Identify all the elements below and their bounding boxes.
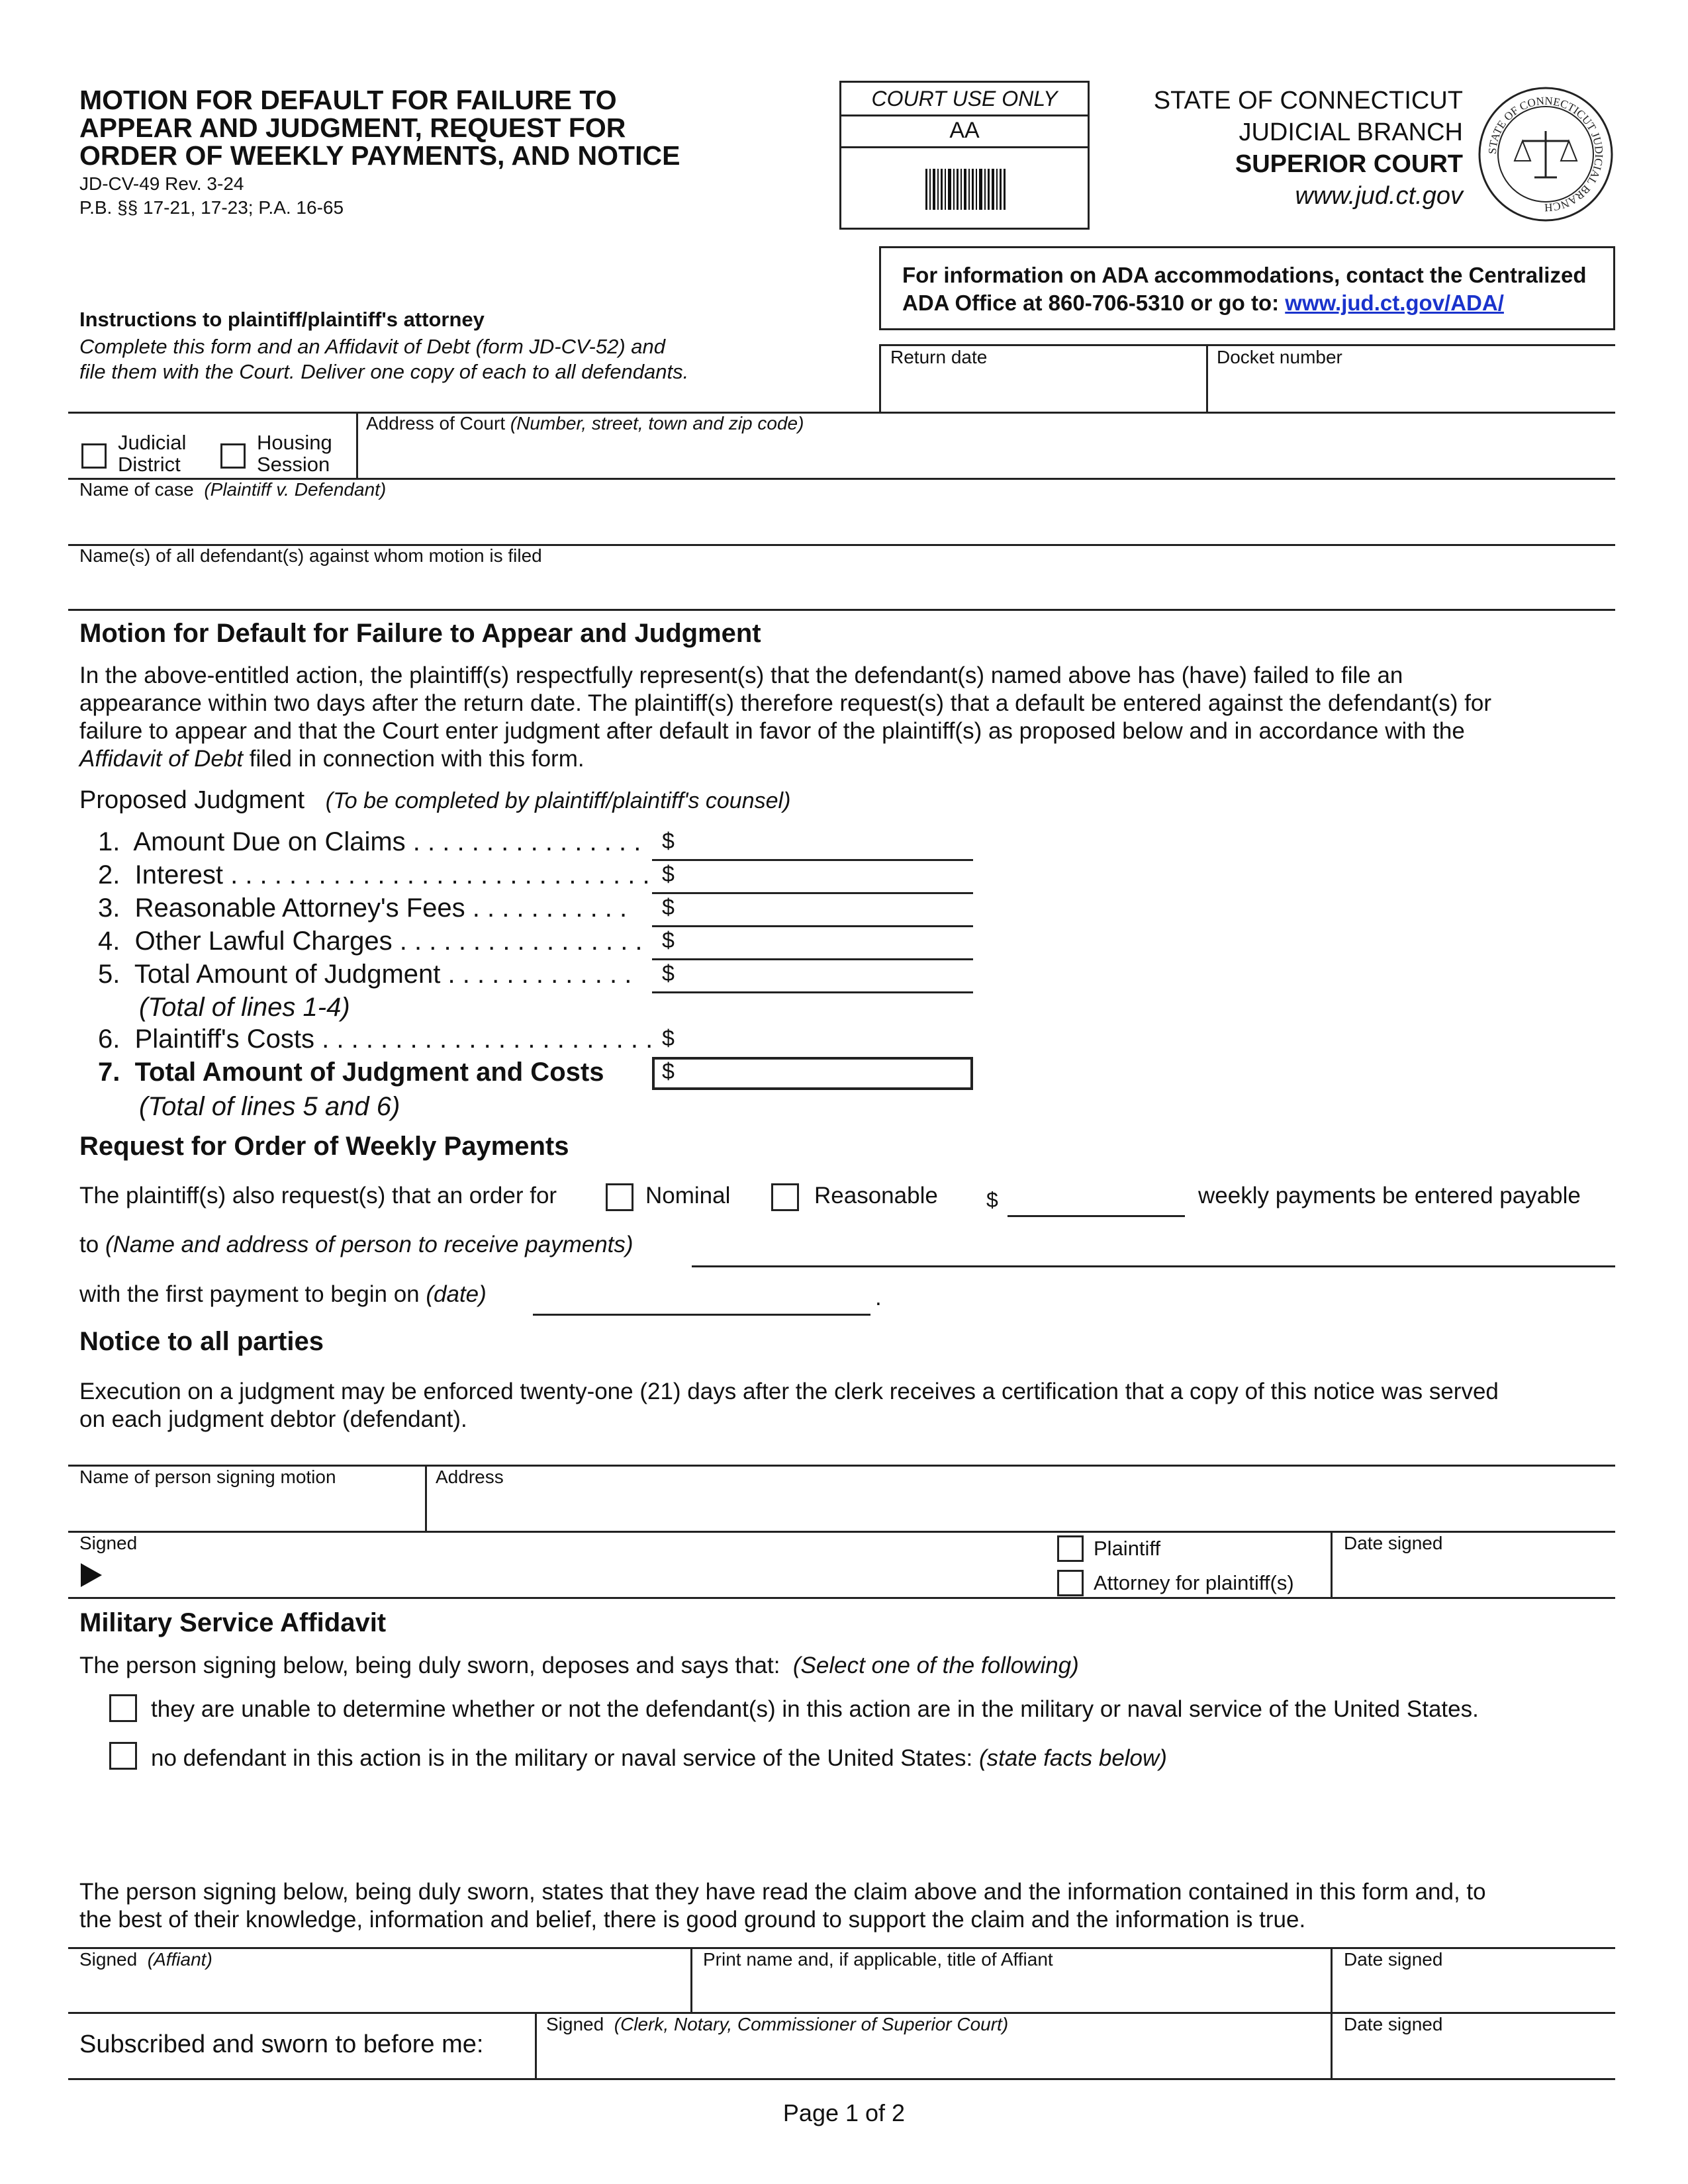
item-3-label: Reasonable Attorney's Fees . . . . . . . . . . . (134, 893, 628, 923)
nominal-label: Nominal (645, 1183, 731, 1208)
weekly-line3 (79, 1281, 487, 1308)
name-of-case-field[interactable] (76, 503, 1605, 541)
proposed-judgment-hint: (To be completed by plaintiff/plaintiff's counsel) (325, 788, 791, 813)
item-5-field[interactable] (652, 991, 973, 993)
clerk-date-field[interactable] (1337, 2038, 1609, 2075)
item-2-field[interactable] (652, 892, 973, 894)
seal-icon (1476, 85, 1615, 224)
affiant-print-name-field[interactable] (698, 1972, 1324, 2009)
judgment-item-7 (98, 1058, 604, 1087)
attorney-checkbox[interactable] (1057, 1570, 1084, 1596)
sign-arrow-icon (81, 1563, 103, 1587)
affiant-signed-hint: (Affiant) (147, 1949, 212, 1970)
oath-line2: the best of their knowledge, information and belief, there is good ground to support the claim and the information is true. (79, 1907, 1306, 1933)
item-7-num: 7. (98, 1058, 120, 1087)
affiant-print-name-label: Print name and, if applicable, title of Affiant (703, 1949, 1053, 1970)
signature-field[interactable] (113, 1555, 1039, 1594)
state-seal (1476, 85, 1615, 224)
payee-field[interactable] (692, 1265, 1615, 1267)
housing-session-label-2: Session (257, 453, 330, 476)
ada-line2: ADA Office at 860-706-5310 or go to: (902, 291, 1286, 315)
clerk-date-signed-label: Date signed (1344, 2014, 1443, 2034)
item-5-num: 5. (98, 960, 120, 989)
instructions-heading: Instructions to plaintiff/plaintiff's attorney (79, 308, 485, 331)
name-of-case-text: Name of case (79, 479, 194, 500)
military-option2-hint: (state facts below) (978, 1745, 1167, 1771)
military-option1: they are unable to determine whether or not the defendant(s) in this action are in the military or naval service of the United States. (151, 1696, 1479, 1722)
proposed-judgment-heading (79, 786, 790, 815)
weekly-line1-suffix: weekly payments be entered payable (1198, 1183, 1581, 1208)
item-4-label: Other Lawful Charges . . . . . . . . . . . . . . . . . (134, 927, 643, 956)
item-6-num: 6. (98, 1024, 120, 1054)
item-7-dollar: $ (662, 1059, 675, 1084)
court-name: SUPERIOR COURT (1235, 150, 1463, 178)
motion-heading: Motion for Default for Failure to Appear and Judgment (79, 619, 761, 648)
military-facts-field[interactable] (151, 1780, 1607, 1866)
military-heading: Military Service Affidavit (79, 1608, 387, 1637)
weekly-line2 (79, 1231, 633, 1259)
item-6-label: Plaintiff's Costs . . . . . . . . . . . . . . . . . . . . . . . (134, 1024, 653, 1054)
form-title (79, 86, 680, 169)
affiant-signed-text: Signed (79, 1949, 138, 1970)
oath-paragraph (79, 1878, 1622, 1934)
item-1-num: 1. (98, 827, 120, 856)
branch-name: JUDICIAL BRANCH (1239, 118, 1463, 146)
barcode-icon (925, 169, 1008, 210)
address-of-court-hint: (Number, street, town and zip code) (510, 413, 804, 433)
clerk-signature-field[interactable] (543, 2038, 1324, 2075)
weekly-line2-prefix: to (79, 1232, 99, 1257)
nominal-checkbox[interactable] (606, 1183, 633, 1211)
motion-paragraph (79, 662, 1622, 773)
ada-line1: For information on ADA accommodations, contact the Centralized (902, 263, 1587, 287)
court-use-box (839, 81, 1090, 230)
item-3-field[interactable] (652, 925, 973, 927)
court-use-value: AA (841, 114, 1088, 148)
item-5-note: (Total of lines 1-4) (139, 993, 350, 1022)
judgment-item-2 (98, 860, 650, 890)
state-name: STATE OF CONNECTICUT (1153, 87, 1463, 114)
form-title-line3: ORDER OF WEEKLY PAYMENTS, AND NOTICE (79, 140, 680, 171)
form-title-line2: APPEAR AND JUDGMENT, REQUEST FOR (79, 113, 626, 143)
date-signed-label: Date signed (1344, 1533, 1443, 1553)
judicial-district-label-2: District (118, 453, 181, 476)
military-intro-hint: (Select one of the following) (792, 1653, 1079, 1678)
item-4-num: 4. (98, 927, 120, 956)
weekly-heading: Request for Order of Weekly Payments (79, 1132, 569, 1161)
form-number: JD-CV-49 Rev. 3-24 (79, 173, 244, 194)
judicial-district-label-1: Judicial (118, 431, 187, 454)
clerk-signed-text: Signed (546, 2014, 604, 2034)
page-number: Page 1 of 2 (782, 2099, 906, 2126)
judgment-item-6 (98, 1024, 653, 1054)
item-6-dollar: $ (662, 1026, 675, 1051)
signing-address-field[interactable] (432, 1490, 1607, 1527)
military-option2-line (151, 1745, 1167, 1772)
item-3-dollar: $ (662, 895, 675, 920)
weekly-line3-hint: (date) (426, 1281, 487, 1307)
clerk-signed-label (546, 2014, 1008, 2035)
attorney-label: Attorney for plaintiff(s) (1094, 1571, 1294, 1594)
housing-session-label-1: Housing (257, 431, 332, 454)
name-signing-field[interactable] (76, 1490, 420, 1527)
military-option2: no defendant in this action is in the military or naval service of the United States: (151, 1745, 973, 1771)
judgment-item-3 (98, 893, 627, 923)
weekly-line1-prefix: The plaintiff(s) also request(s) that an order for (79, 1183, 557, 1208)
judicial-district-label (118, 432, 186, 475)
item-5-dollar: $ (662, 961, 675, 986)
subscribed-label: Subscribed and sworn to before me: (79, 2030, 484, 2058)
item-2-dollar: $ (662, 862, 675, 887)
weekly-dollar: $ (986, 1188, 998, 1212)
instructions-line2: file them with the Court. Deliver one copy of each to all defendants. (79, 360, 689, 383)
docket-number-label: Docket number (1217, 347, 1342, 367)
seal-text: STATE OF CONNECTICUT JUDICIAL BRANCH (1485, 94, 1606, 214)
name-of-case-hint: (Plaintiff v. Defendant) (204, 479, 387, 500)
notice-line1: Execution on a judgment may be enforced twenty-one (21) days after the clerk receives a certification that a copy of this notice was served (79, 1379, 1499, 1404)
signing-address-label: Address (436, 1467, 504, 1487)
housing-session-checkbox[interactable] (220, 443, 246, 469)
reasonable-checkbox[interactable] (771, 1183, 799, 1211)
motion-line1: In the above-entitled action, the plaintiff(s) respectfully represent(s) that the defendant(s) named above has (have) failed to file an (79, 662, 1403, 688)
motion-line3: failure to appear and that the Court enter judgment after default in favor of the plaintiff(s) as proposed below and in accordance with the (79, 718, 1465, 744)
weekly-line3-prefix: with the first payment to begin on (79, 1281, 420, 1307)
item-1-dollar: $ (662, 829, 675, 854)
docket-number-field[interactable] (1211, 371, 1609, 410)
affiant-signature-field[interactable] (76, 1972, 685, 2009)
motion-line4: filed in connection with this form. (243, 746, 585, 772)
item-2-num: 2. (98, 860, 120, 889)
military-option1-checkbox[interactable] (109, 1694, 137, 1722)
item-7-field[interactable] (652, 1057, 973, 1090)
weekly-amount-field[interactable] (1008, 1215, 1185, 1217)
item-4-field[interactable] (652, 958, 973, 960)
instructions-body (79, 334, 688, 385)
judgment-item-1 (98, 827, 641, 857)
weekly-line3-end: . (875, 1285, 882, 1310)
housing-session-label (257, 432, 332, 475)
affiant-date-signed-label: Date signed (1344, 1949, 1443, 1970)
item-5-label: Total Amount of Judgment . . . . . . . . . . . . . (134, 960, 632, 989)
item-7-label: Total Amount of Judgment and Costs (134, 1058, 604, 1087)
motion-line2: appearance within two days after the return date. The plaintiff(s) therefore request(s) that a default be entered against the defendant(s) for (79, 690, 1492, 716)
item-4-dollar: $ (662, 928, 675, 953)
oath-line1: The person signing below, being duly sworn, states that they have read the claim above and the information contained in this form and, to (79, 1879, 1486, 1905)
defendants-label: Name(s) of all defendant(s) against whom motion is filed (79, 545, 542, 566)
date-signed-field[interactable] (1337, 1557, 1609, 1594)
first-payment-date-field[interactable] (533, 1314, 870, 1316)
item-2-label: Interest . . . . . . . . . . . . . . . . . . . . . . . . . . . . . (134, 860, 650, 889)
motion-line4-italic: Affidavit of Debt (79, 746, 244, 772)
item-3-num: 3. (98, 893, 120, 923)
military-intro (79, 1652, 1079, 1680)
notice-heading: Notice to all parties (79, 1327, 324, 1356)
judgment-item-5 (98, 960, 632, 989)
ada-box (879, 246, 1615, 330)
address-of-court-field[interactable] (363, 437, 1607, 475)
name-of-case-label (79, 479, 386, 500)
form-title-line1: MOTION FOR DEFAULT FOR FAILURE TO (79, 85, 617, 115)
reasonable-label: Reasonable (814, 1183, 938, 1208)
defendants-field[interactable] (76, 569, 1605, 608)
judgment-item-4 (98, 927, 643, 956)
return-date-label: Return date (890, 347, 988, 367)
clerk-signed-hint: (Clerk, Notary, Commissioner of Superior Court) (614, 2014, 1009, 2034)
notice-line2: on each judgment debtor (defendant). (79, 1406, 467, 1432)
item-1-label: Amount Due on Claims . . . . . . . . . . . . . . . . (133, 827, 641, 856)
military-intro-text: The person signing below, being duly sworn, deposes and says that: (79, 1653, 780, 1678)
weekly-line2-hint: (Name and address of person to receive payments) (105, 1232, 633, 1257)
proposed-judgment-title: Proposed Judgment (79, 786, 305, 814)
notice-body (79, 1378, 1622, 1433)
name-signing-label: Name of person signing motion (79, 1467, 336, 1487)
signed-label: Signed (79, 1533, 138, 1553)
ada-link[interactable]: www.jud.ct.gov/ADA/ (1285, 291, 1504, 315)
court-header (1154, 85, 1463, 212)
website: www.jud.ct.gov (1295, 182, 1463, 210)
judicial-district-checkbox[interactable] (81, 443, 107, 469)
instructions-line1: Complete this form and an Affidavit of Debt (form JD-CV-52) and (79, 335, 665, 358)
address-of-court-label (366, 413, 804, 434)
address-of-court-text: Address of Court (366, 413, 506, 433)
statutes: P.B. §§ 17-21, 17-23; P.A. 16-65 (79, 197, 344, 218)
court-use-label: COURT USE ONLY (841, 83, 1088, 116)
return-date-field[interactable] (884, 371, 1201, 410)
plaintiff-checkbox[interactable] (1057, 1535, 1084, 1562)
military-option2-checkbox[interactable] (109, 1742, 137, 1770)
affiant-date-field[interactable] (1337, 1972, 1609, 2009)
item-7-note: (Total of lines 5 and 6) (139, 1092, 400, 1121)
plaintiff-label: Plaintiff (1094, 1537, 1161, 1560)
affiant-signed-label (79, 1949, 212, 1970)
item-1-field[interactable] (652, 859, 973, 861)
